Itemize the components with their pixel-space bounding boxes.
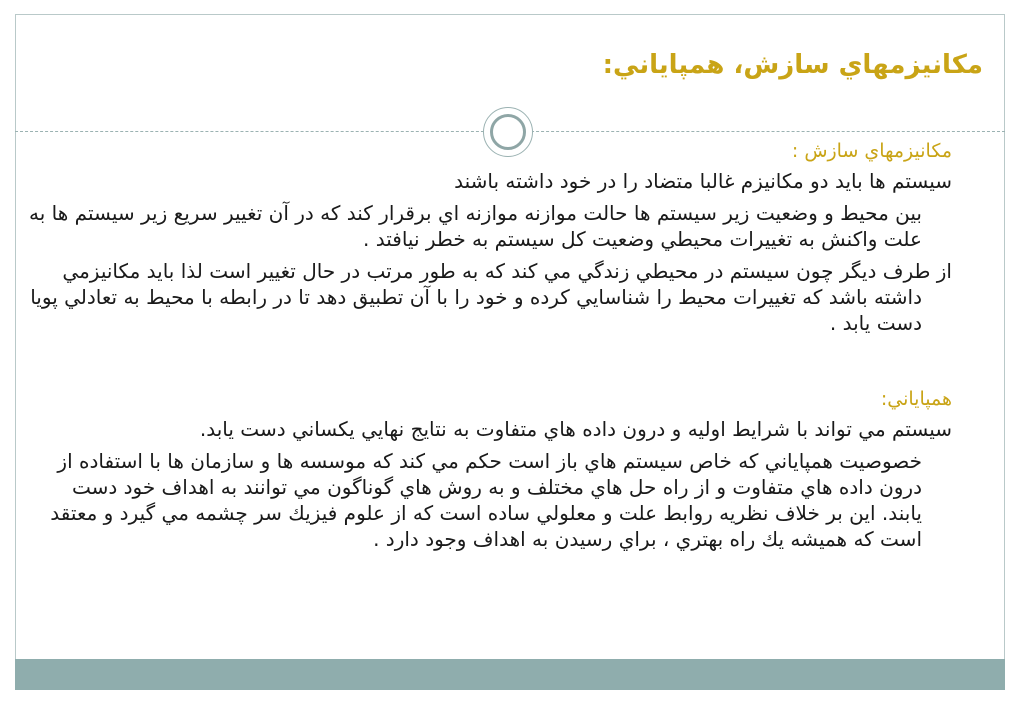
slide-content (28, 138, 952, 558)
section-spacer (28, 342, 952, 386)
paragraph-hampayani-2: خصوصيت همپاياني كه خاص سيستم هاي باز است حكم مي كند كه موسسه ها و سازمان ها با استفاده از درون داده هاي متفاوت و از راه حل هاي مختلف و به روش هاي گوناگون مي توانند به اهداف خود دست يابند. اين بر خلاف نظريه روابط علت و معلولي ساده است كه از علوم فيزيك سر چشمه مي گيرد و معتقد است كه هميشه يك راه بهتري ، براي رسيدن به اهداف وجود دارد . (50, 449, 922, 551)
slide-title: مكانيزمهاي سازش، همپاياني: (602, 50, 983, 80)
footer-band (15, 659, 1005, 690)
paragraph-sazesh-2: بين محيط و وضعيت زير سيستم ها حالت موازنه موازنه اي برقرار كند كه در آن تغيير سريع زير سيستم ها به علت واكنش به تغييرات محيطي وضعيت كل سيستم به خطر نيافتد . (29, 201, 922, 251)
section-heading-hampayani: همپاياني: (880, 388, 952, 410)
paragraph-hampayani-1: سيستم مي تواند با شرايط اوليه و درون داده هاي متفاوت به نتايج نهايي يكساني دست يابد. (199, 417, 952, 441)
paragraph-sazesh-3: از طرف ديگر چون سيستم در محيطي زندگي مي كند كه به طور مرتب در حال تغيير است لذا بايد مكانيزمي داشته باشد كه تغييرات محيط را شناسايي كرده و خود را با آن تطبيق دهد تا در رابطه با محيط به تعادلي پويا دست يابد . (30, 259, 952, 335)
paragraph-sazesh-1: سيستم ها بايد دو مكانيزم غالبا متضاد را در خود داشته باشند (454, 169, 952, 193)
section-heading-sazesh: مكانيزمهاي سازش : (791, 140, 952, 162)
